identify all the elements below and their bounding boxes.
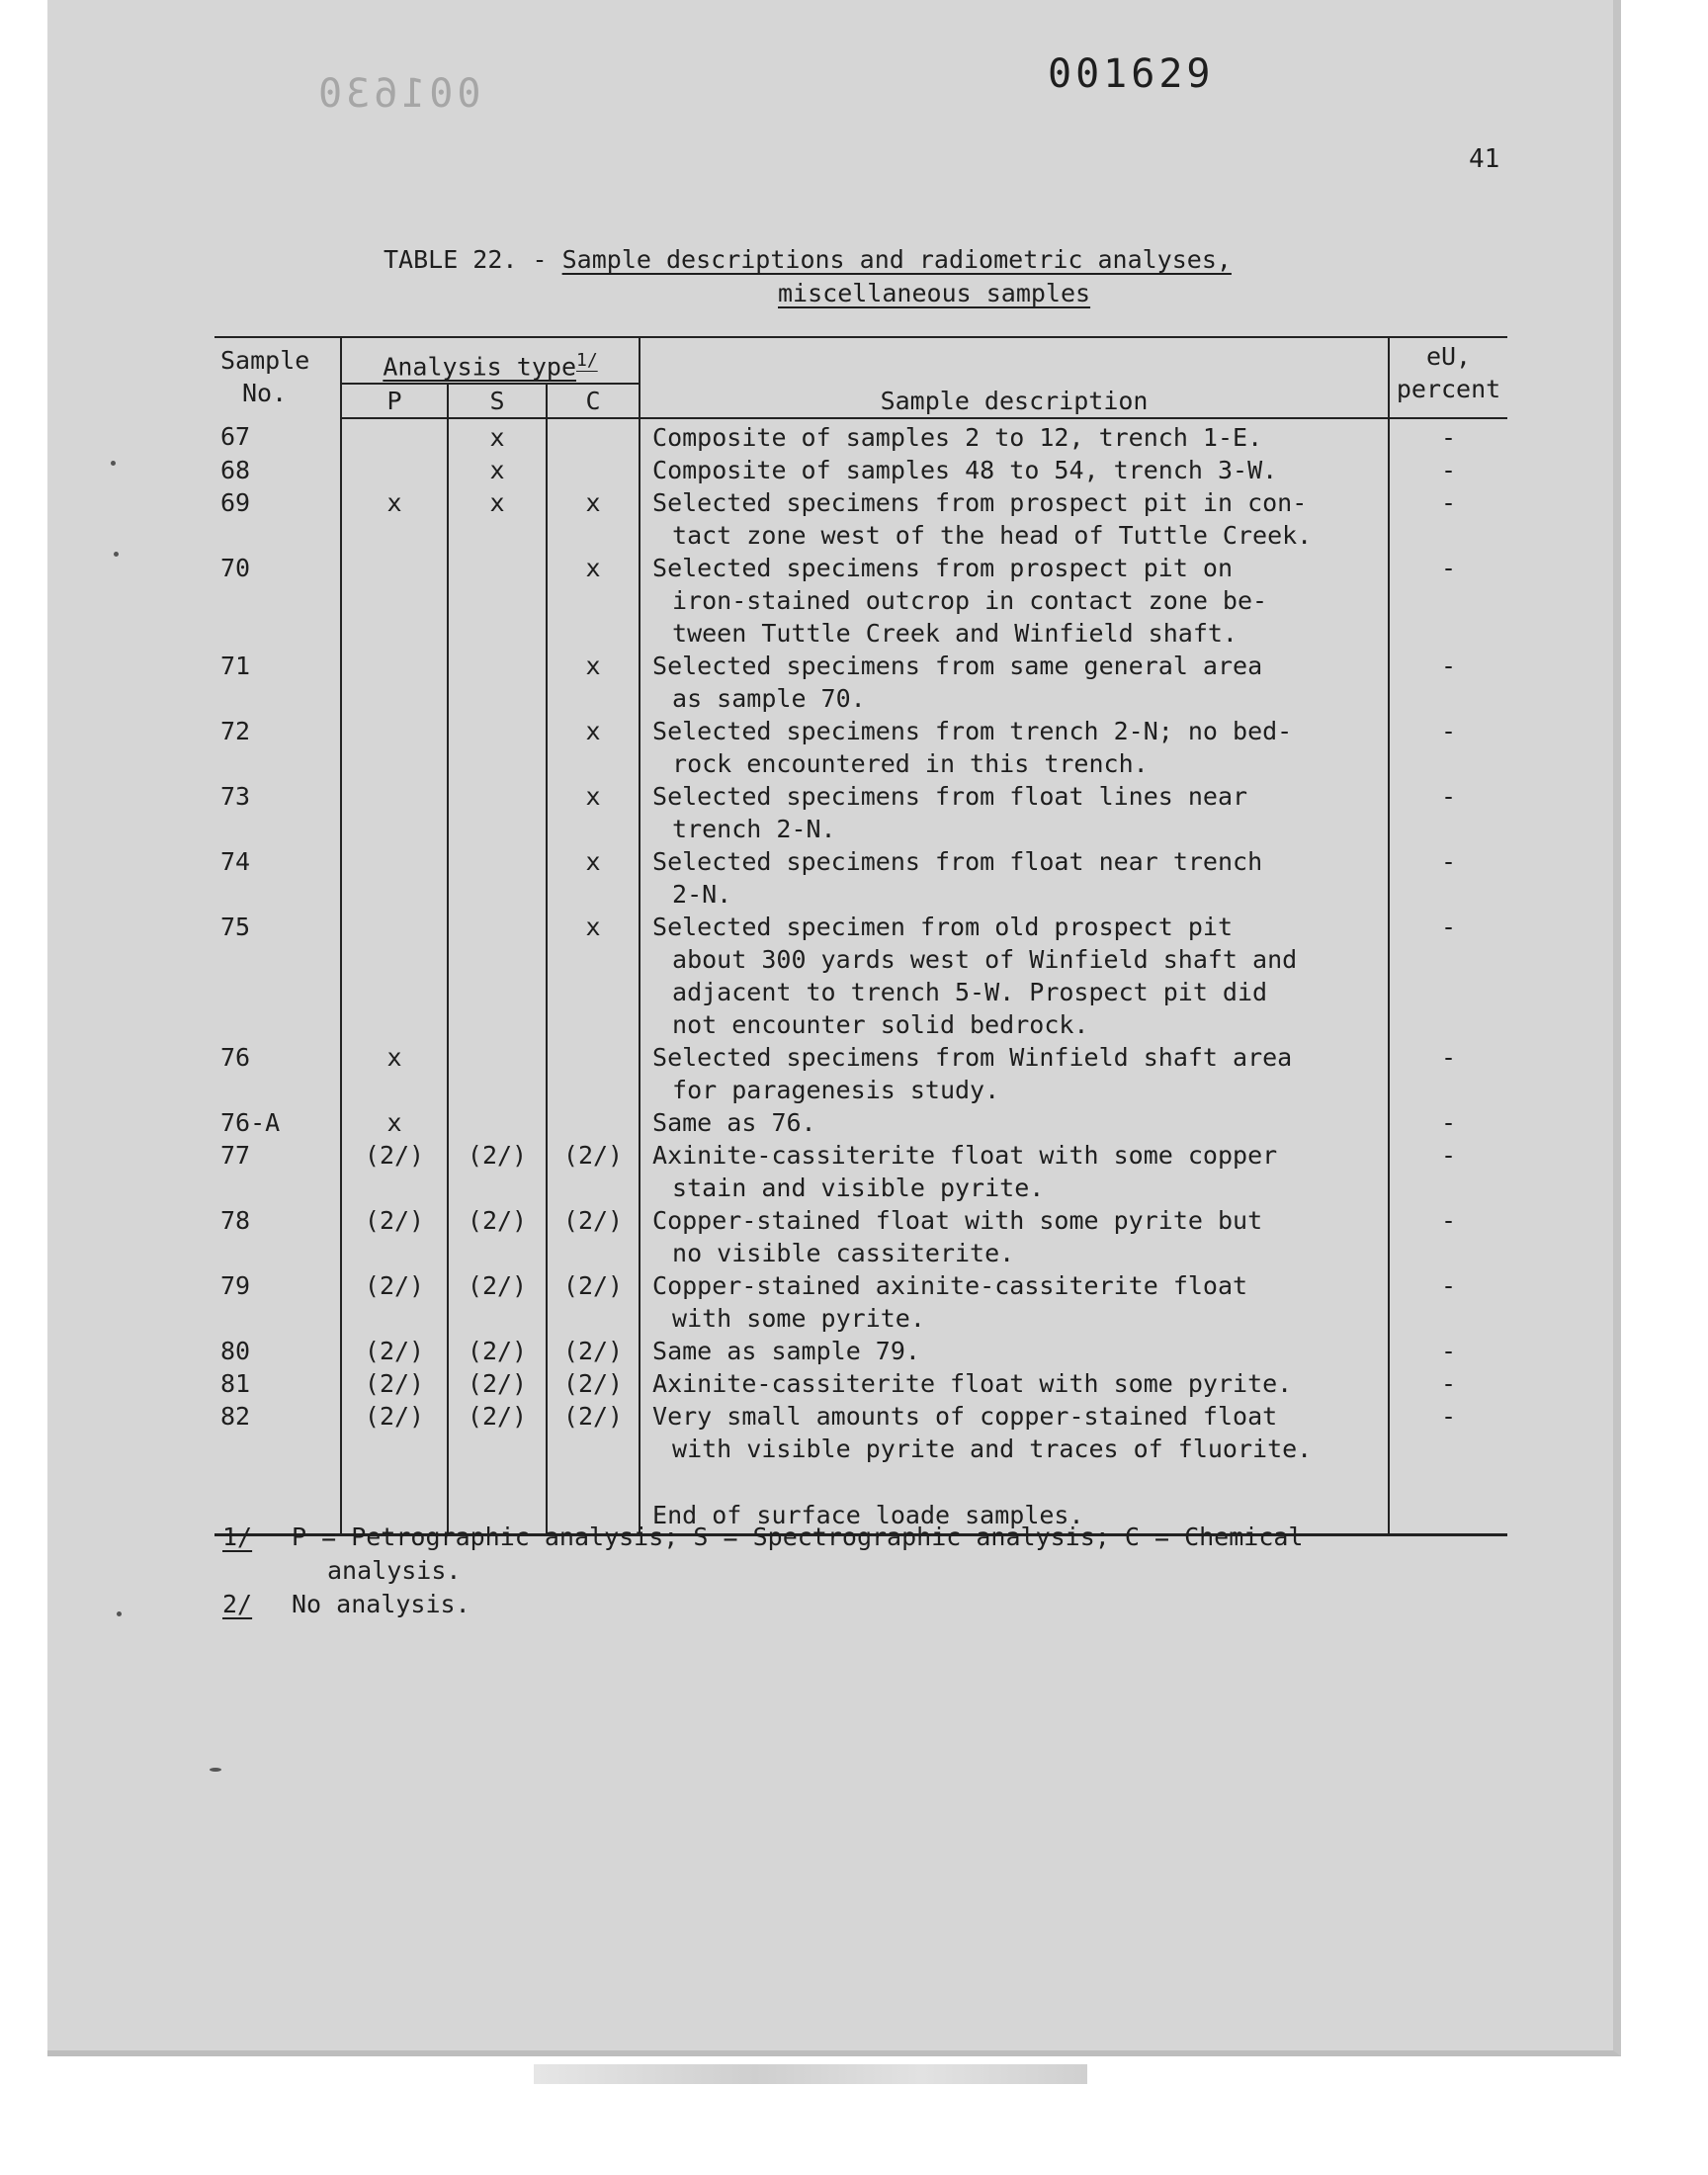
sample-no-cell: 74: [220, 847, 251, 877]
description-line: as sample 70.: [672, 684, 866, 714]
analysis-p-cell: [341, 650, 448, 715]
sample-no-cell: 76-A: [220, 1108, 281, 1138]
analysis-p-cell: [341, 715, 448, 780]
analysis-p-cell: [341, 845, 448, 911]
table-row: [214, 845, 1507, 911]
analysis-c-cell: (2/): [547, 1204, 640, 1269]
description-cell: [640, 715, 1389, 780]
description-cell: [640, 1204, 1389, 1269]
analysis-c-cell: [547, 1041, 640, 1106]
sample-no-cell: 73: [220, 782, 251, 812]
scan-edge: [534, 2064, 1087, 2084]
sample-no-cell: 75: [220, 913, 251, 942]
eu-percent-cell: -: [1389, 1106, 1507, 1139]
description-line: Very small amounts of copper-stained float: [652, 1402, 1278, 1432]
description-line: about 300 yards west of Winfield shaft and: [672, 945, 1298, 975]
analysis-p-cell: (2/): [341, 1204, 448, 1269]
table-title: [384, 243, 1232, 277]
description-line: trench 2-N.: [672, 815, 836, 844]
description-line: adjacent to trench 5-W. Prospect pit did: [672, 978, 1268, 1007]
description-line: Selected specimens from prospect pit in con-: [652, 488, 1308, 518]
footnote-2-text: [292, 1588, 1438, 1621]
analysis-s-cell: [448, 1041, 547, 1106]
end-note: End of surface loade samples.: [640, 1465, 1389, 1535]
eu-percent-cell: -: [1389, 486, 1507, 552]
eu-percent-cell: -: [1389, 1139, 1507, 1204]
header-eu: [1389, 337, 1507, 418]
analysis-s-cell: [448, 715, 547, 780]
footnote-1-text: [292, 1521, 1438, 1588]
description-line: no visible cassiterite.: [672, 1239, 1015, 1268]
table-row: [214, 1139, 1507, 1204]
eu-percent-cell: -: [1389, 552, 1507, 650]
description-line: Axinite-cassiterite float with some copper: [652, 1141, 1278, 1171]
scan-speck: [117, 1611, 122, 1616]
header-eu-line2: percent: [1396, 375, 1501, 403]
analysis-p-cell: [341, 418, 448, 454]
header-analysis-type: [341, 337, 640, 384]
footnote-1-line2: analysis.: [327, 1556, 462, 1585]
table-row: [214, 454, 1507, 486]
table-title-line2: miscellaneous samples: [778, 279, 1091, 307]
description-cell: [640, 650, 1389, 715]
footnote-2-mark: 2/: [222, 1590, 253, 1618]
description-cell: [640, 1400, 1389, 1465]
analysis-p-cell: [341, 780, 448, 845]
page-number: 41: [1469, 144, 1500, 174]
table-row: [214, 1204, 1507, 1269]
table-title-line1: Sample descriptions and radiometric analyses,: [561, 245, 1232, 274]
samples-table: [214, 336, 1507, 1536]
description-cell: [640, 1335, 1389, 1367]
analysis-p-cell: (2/): [341, 1335, 448, 1367]
description-line: Copper-stained axinite-cassiterite float: [652, 1271, 1248, 1301]
eu-percent-cell: -: [1389, 418, 1507, 454]
description-cell: [640, 780, 1389, 845]
eu-percent-cell: -: [1389, 715, 1507, 780]
eu-percent-cell: -: [1389, 845, 1507, 911]
ghost-stamp-number: 001630: [314, 71, 481, 117]
sample-no-cell: 80: [220, 1337, 251, 1366]
description-line: stain and visible pyrite.: [672, 1174, 1045, 1203]
footnote-1-line1: P = Petrographic analysis; S = Spectrographic analysis; C = Chemical: [292, 1522, 1304, 1551]
table-row: [214, 486, 1507, 552]
scan-speck: [210, 1768, 221, 1772]
sample-no-cell: 81: [220, 1369, 251, 1399]
stamp-number: 001629: [1048, 51, 1215, 97]
description-line: tact zone west of the head of Tuttle Creek.: [672, 521, 1313, 551]
analysis-p-cell: (2/): [341, 1269, 448, 1335]
analysis-s-cell: (2/): [448, 1269, 547, 1335]
description-line: not encounter solid bedrock.: [672, 1010, 1089, 1040]
scan-speck: [114, 552, 119, 557]
header-sample-line1: Sample: [220, 346, 310, 375]
description-cell: [640, 552, 1389, 650]
table-row: [214, 1041, 1507, 1106]
description-line: Axinite-cassiterite float with some pyrite.: [652, 1369, 1293, 1399]
sample-no-cell: 76: [220, 1043, 251, 1073]
analysis-s-cell: x: [448, 486, 547, 552]
description-cell: [640, 1269, 1389, 1335]
analysis-s-cell: (2/): [448, 1400, 547, 1465]
analysis-s-cell: [448, 911, 547, 1041]
eu-percent-cell: -: [1389, 1041, 1507, 1106]
eu-percent-cell: -: [1389, 1367, 1507, 1400]
sample-no-cell: 72: [220, 717, 251, 746]
analysis-c-cell: (2/): [547, 1139, 640, 1204]
description-cell: [640, 454, 1389, 486]
eu-percent-cell: -: [1389, 911, 1507, 1041]
description-cell: [640, 911, 1389, 1041]
analysis-s-cell: (2/): [448, 1335, 547, 1367]
table-row: [214, 1269, 1507, 1335]
analysis-c-cell: x: [547, 911, 640, 1041]
footnote-2: [222, 1588, 1438, 1621]
sample-no-cell: 77: [220, 1141, 251, 1171]
header-analysis-footnote-ref: 1/: [576, 350, 598, 371]
description-line: for paragenesis study.: [672, 1076, 1000, 1105]
description-line: iron-stained outcrop in contact zone be-: [672, 586, 1268, 616]
description-line: rock encountered in this trench.: [672, 749, 1149, 779]
footnote-1-mark: 1/: [222, 1522, 253, 1551]
analysis-p-cell: (2/): [341, 1367, 448, 1400]
header-s: S: [448, 384, 547, 418]
table-row: [214, 418, 1507, 454]
analysis-p-cell: [341, 454, 448, 486]
header-description-label: Sample description: [880, 387, 1149, 416]
eu-percent-cell: -: [1389, 1204, 1507, 1269]
table-body: [214, 418, 1507, 1535]
analysis-p-cell: [341, 552, 448, 650]
eu-percent-cell: -: [1389, 780, 1507, 845]
header-description: [640, 337, 1389, 418]
eu-percent-cell: -: [1389, 1400, 1507, 1465]
analysis-c-cell: (2/): [547, 1335, 640, 1367]
description-cell: [640, 1106, 1389, 1139]
description-line: with visible pyrite and traces of fluorite.: [672, 1435, 1313, 1464]
analysis-c-cell: x: [547, 845, 640, 911]
analysis-c-cell: (2/): [547, 1400, 640, 1465]
description-line: Composite of samples 2 to 12, trench 1-E.: [652, 423, 1263, 453]
eu-percent-cell: -: [1389, 1335, 1507, 1367]
sample-no-cell: 68: [220, 456, 251, 485]
sample-no-cell: 69: [220, 488, 251, 518]
header-sample-no: [214, 337, 341, 418]
description-cell: [640, 486, 1389, 552]
analysis-c-cell: x: [547, 715, 640, 780]
description-cell: [640, 1139, 1389, 1204]
description-cell: [640, 1041, 1389, 1106]
description-line: Selected specimen from old prospect pit: [652, 913, 1234, 942]
sample-no-cell: 67: [220, 422, 251, 452]
table-title-prefix: TABLE 22. -: [384, 245, 562, 274]
analysis-p-cell: (2/): [341, 1139, 448, 1204]
scan-speck: [111, 461, 116, 466]
table-row: [214, 1400, 1507, 1465]
header-analysis-type-label: Analysis type: [383, 352, 576, 382]
analysis-c-cell: x: [547, 650, 640, 715]
analysis-s-cell: (2/): [448, 1204, 547, 1269]
analysis-s-cell: x: [448, 454, 547, 486]
analysis-c-cell: x: [547, 780, 640, 845]
analysis-p-cell: x: [341, 1106, 448, 1139]
table-row: [214, 552, 1507, 650]
analysis-c-cell: [547, 1106, 640, 1139]
description-line: Selected specimens from float near trench: [652, 847, 1263, 877]
sample-no-cell: 79: [220, 1271, 251, 1301]
description-line: Selected specimens from float lines near: [652, 782, 1248, 812]
table-row: [214, 1106, 1507, 1139]
analysis-s-cell: (2/): [448, 1139, 547, 1204]
eu-percent-cell: -: [1389, 650, 1507, 715]
description-line: 2-N.: [672, 880, 732, 910]
analysis-c-cell: (2/): [547, 1269, 640, 1335]
description-line: Selected specimens from same general area: [652, 652, 1263, 681]
analysis-s-cell: [448, 780, 547, 845]
eu-percent-cell: -: [1389, 454, 1507, 486]
analysis-c-cell: x: [547, 552, 640, 650]
analysis-s-cell: [448, 650, 547, 715]
analysis-c-cell: (2/): [547, 1367, 640, 1400]
footnote-2-line1: No analysis.: [292, 1590, 470, 1618]
sample-no-cell: 70: [220, 554, 251, 583]
description-line: Composite of samples 48 to 54, trench 3-W.: [652, 456, 1278, 485]
analysis-c-cell: [547, 418, 640, 454]
analysis-p-cell: x: [341, 486, 448, 552]
sample-no-cell: 82: [220, 1402, 251, 1432]
description-line: tween Tuttle Creek and Winfield shaft.: [672, 619, 1238, 649]
analysis-s-cell: (2/): [448, 1367, 547, 1400]
description-cell: [640, 418, 1389, 454]
header-eu-line1: eU,: [1425, 342, 1472, 371]
description-line: with some pyrite.: [672, 1304, 925, 1334]
eu-percent-cell: -: [1389, 1269, 1507, 1335]
footnote-1: [222, 1521, 1438, 1588]
description-cell: [640, 845, 1389, 911]
table-row: [214, 911, 1507, 1041]
sample-no-cell: 71: [220, 652, 251, 681]
analysis-s-cell: [448, 552, 547, 650]
table-row: [214, 715, 1507, 780]
description-line: Same as sample 79.: [652, 1337, 920, 1366]
analysis-s-cell: [448, 845, 547, 911]
header-p: P: [341, 384, 448, 418]
description-cell: [640, 1367, 1389, 1400]
analysis-s-cell: [448, 1106, 547, 1139]
description-line: Copper-stained float with some pyrite but: [652, 1206, 1263, 1236]
description-line: Same as 76.: [652, 1108, 816, 1138]
analysis-p-cell: [341, 911, 448, 1041]
analysis-s-cell: x: [448, 418, 547, 454]
header-sample-line2: No.: [242, 379, 288, 407]
analysis-p-cell: x: [341, 1041, 448, 1106]
table-row: [214, 780, 1507, 845]
footnotes: [222, 1521, 1438, 1621]
table-row: [214, 650, 1507, 715]
analysis-c-cell: x: [547, 486, 640, 552]
description-line: Selected specimens from prospect pit on: [652, 554, 1234, 583]
table-row: [214, 1367, 1507, 1400]
sample-no-cell: 78: [220, 1206, 251, 1236]
analysis-p-cell: (2/): [341, 1400, 448, 1465]
table-row: [214, 1335, 1507, 1367]
header-c: C: [547, 384, 640, 418]
description-line: Selected specimens from Winfield shaft area: [652, 1043, 1293, 1073]
analysis-c-cell: [547, 454, 640, 486]
description-line: Selected specimens from trench 2-N; no bed-: [652, 717, 1293, 746]
